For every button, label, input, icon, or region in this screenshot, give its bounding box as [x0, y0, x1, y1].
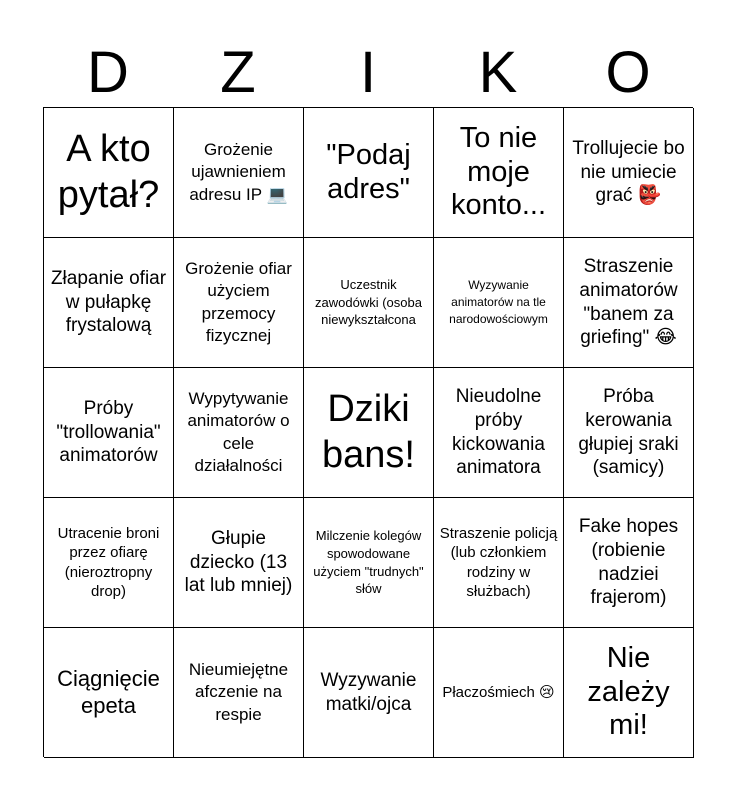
bingo-cell[interactable]: Uczestnik zawodówki (osoba niewykształcona — [304, 238, 434, 368]
bingo-cell[interactable]: Złapanie ofiar w pułapkę frystalową — [44, 238, 174, 368]
bingo-cell[interactable]: Grożenie ujawnieniem adresu IP 💻 — [174, 108, 304, 238]
header-letter-k: K — [478, 40, 518, 105]
header-letter-i: I — [359, 40, 377, 105]
bingo-cell[interactable]: Wyzywanie matki/ojca — [304, 628, 434, 758]
header-letter-d: D — [87, 40, 129, 105]
bingo-cell[interactable]: Wyzywanie animatorów na tle narodowościowym — [434, 238, 564, 368]
bingo-cell[interactable]: Nieumiejętne afczenie na respie — [174, 628, 304, 758]
bingo-cell[interactable]: Próba kerowania głupiej sraki (samicy) — [564, 368, 694, 498]
bingo-cell[interactable]: Straszenie animatorów "banem za griefing" 😂 — [564, 238, 694, 368]
bingo-cell[interactable]: Głupie dziecko (13 lat lub mniej) — [174, 498, 304, 628]
header-letter-z: Z — [220, 40, 256, 105]
bingo-cell[interactable]: Fake hopes (robienie nadziei frajerom) — [564, 498, 694, 628]
bingo-cell[interactable]: A kto pytał? — [44, 108, 174, 238]
bingo-cell[interactable]: Dziki bans! — [304, 368, 434, 498]
bingo-cell[interactable]: Straszenie policją (lub członkiem rodziny w służbach) — [434, 498, 564, 628]
bingo-cell[interactable]: Ciągnięcie epeta — [44, 628, 174, 758]
bingo-cell[interactable]: Nieudolne próby kickowania animatora — [434, 368, 564, 498]
bingo-header — [43, 40, 693, 106]
bingo-cell[interactable]: Wypytywanie animatorów o cele działalności — [174, 368, 304, 498]
bingo-cell[interactable]: Grożenie ofiar użyciem przemocy fizycznej — [174, 238, 304, 368]
bingo-cell[interactable]: Płaczośmiech 😢 — [434, 628, 564, 758]
bingo-cell[interactable]: To nie moje konto... — [434, 108, 564, 238]
bingo-cell[interactable]: Nie zależy mi! — [564, 628, 694, 758]
bingo-cell[interactable]: "Podaj adres" — [304, 108, 434, 238]
bingo-cell[interactable]: Próby "trollowania" animatorów — [44, 368, 174, 498]
bingo-cell[interactable]: Trollujecie bo nie umiecie grać 👺 — [564, 108, 694, 238]
bingo-cell[interactable]: Utracenie broni przez ofiarę (nieroztropny drop) — [44, 498, 174, 628]
header-letter-o: O — [605, 40, 651, 105]
bingo-grid — [43, 107, 693, 757]
bingo-cell[interactable]: Milczenie kolegów spowodowane użyciem "trudnych" słów — [304, 498, 434, 628]
